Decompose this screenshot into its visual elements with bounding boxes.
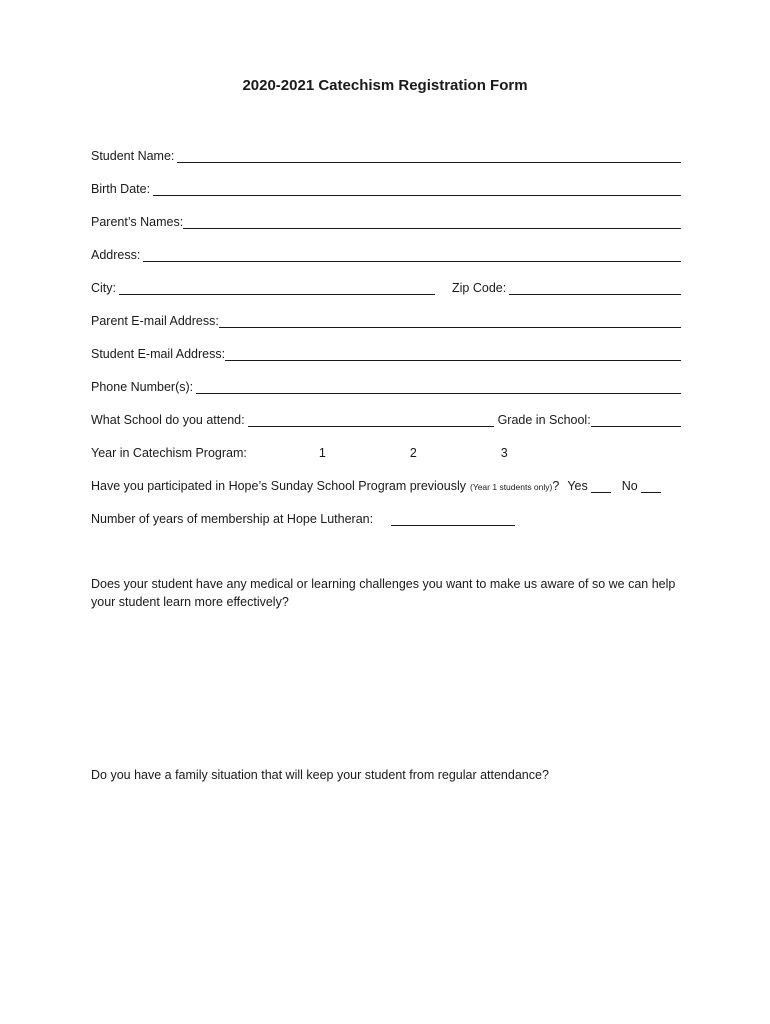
zip-code-label: Zip Code: — [452, 281, 507, 295]
birth-date-label: Birth Date: — [91, 182, 151, 196]
sunday-school-question-mark: ? — [552, 479, 560, 493]
school-grade-row — [91, 407, 681, 427]
parents-names-row — [91, 209, 681, 229]
phone-field[interactable] — [196, 379, 681, 394]
parents-names-label: Parent’s Names: — [91, 215, 184, 229]
membership-years-field[interactable] — [391, 511, 515, 526]
sunday-school-question: Have you participated in Hope’s Sunday School Program previously — [91, 479, 466, 493]
membership-row — [91, 506, 681, 526]
grade-field[interactable] — [591, 412, 681, 427]
student-email-field[interactable] — [225, 346, 681, 361]
parent-email-row — [91, 308, 681, 328]
form-title: 2020-2021 Catechism Registration Form — [242, 77, 528, 94]
address-field[interactable] — [143, 247, 681, 262]
school-field[interactable] — [248, 412, 494, 427]
grade-label: Grade in School: — [497, 413, 591, 427]
sunday-school-note: (Year 1 students only) — [469, 482, 553, 492]
address-label: Address: — [91, 248, 141, 262]
student-name-row — [91, 143, 681, 163]
membership-years-label: Number of years of membership at Hope Lutheran: — [91, 512, 374, 526]
parent-email-field[interactable] — [219, 313, 681, 328]
zip-code-field[interactable] — [509, 280, 681, 295]
birth-date-field[interactable] — [153, 181, 681, 196]
phone-row — [91, 374, 681, 394]
no-field[interactable] — [641, 478, 661, 493]
no-label: No — [621, 479, 638, 493]
year-in-program-row — [91, 440, 681, 460]
school-label: What School do you attend: — [91, 413, 245, 427]
year-option-3[interactable]: 3 — [500, 446, 508, 460]
year-in-program-label: Year in Catechism Program: — [91, 446, 247, 460]
medical-question: Does your student have any medical or learning challenges you want to make us aware of so we can help your student learn more effectively? — [91, 577, 676, 609]
birth-date-row — [91, 176, 681, 196]
student-name-field[interactable] — [177, 148, 681, 163]
address-row — [91, 242, 681, 262]
yes-label: Yes — [567, 479, 588, 493]
parent-email-label: Parent E-mail Address: — [91, 314, 219, 328]
city-field[interactable] — [119, 280, 435, 295]
yes-field[interactable] — [591, 478, 611, 493]
phone-label: Phone Number(s): — [91, 380, 194, 394]
city-zip-row — [91, 275, 681, 295]
year-option-2[interactable]: 2 — [409, 446, 417, 460]
student-name-label: Student Name: — [91, 149, 175, 163]
year-option-1[interactable]: 1 — [318, 446, 326, 460]
student-email-row — [91, 341, 681, 361]
student-email-label: Student E-mail Address: — [91, 347, 226, 361]
sunday-school-row — [91, 473, 681, 493]
city-label: City: — [91, 281, 116, 295]
family-question: Do you have a family situation that will keep your student from regular attendance? — [91, 768, 549, 782]
parents-names-field[interactable] — [183, 214, 681, 229]
